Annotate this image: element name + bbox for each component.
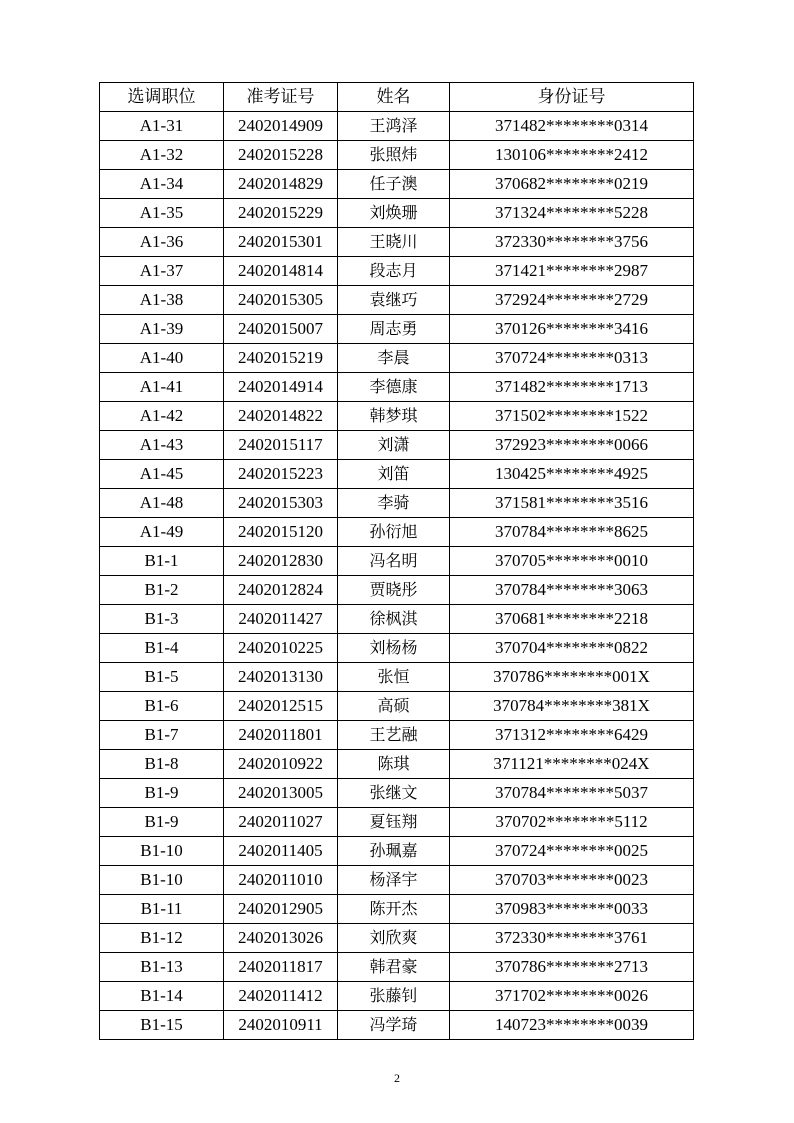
cell-position: B1-13 xyxy=(100,953,224,982)
table-row xyxy=(100,112,694,141)
table-row xyxy=(100,663,694,692)
cell-position: A1-38 xyxy=(100,286,224,315)
cell-position: A1-40 xyxy=(100,344,224,373)
table-row xyxy=(100,895,694,924)
cell-id-number: 370704********0822 xyxy=(450,634,694,663)
header-position: 选调职位 xyxy=(100,83,224,112)
cell-position: B1-9 xyxy=(100,808,224,837)
table-row xyxy=(100,1011,694,1040)
cell-position: A1-32 xyxy=(100,141,224,170)
table-row xyxy=(100,779,694,808)
header-name: 姓名 xyxy=(338,83,450,112)
cell-name: 张继文 xyxy=(338,779,450,808)
cell-id-number: 370681********2218 xyxy=(450,605,694,634)
cell-name: 韩梦琪 xyxy=(338,402,450,431)
cell-name: 刘欣爽 xyxy=(338,924,450,953)
cell-id-number: 130425********4925 xyxy=(450,460,694,489)
table-row xyxy=(100,170,694,199)
cell-position: A1-39 xyxy=(100,315,224,344)
table-row xyxy=(100,576,694,605)
cell-exam-number: 2402015223 xyxy=(224,460,338,489)
cell-name: 冯学琦 xyxy=(338,1011,450,1040)
cell-name: 刘潇 xyxy=(338,431,450,460)
cell-exam-number: 2402014914 xyxy=(224,373,338,402)
cell-position: A1-34 xyxy=(100,170,224,199)
page-number: 2 xyxy=(394,1071,400,1085)
cell-id-number: 370784********5037 xyxy=(450,779,694,808)
cell-name: 张照炜 xyxy=(338,141,450,170)
cell-exam-number: 2402011427 xyxy=(224,605,338,634)
cell-name: 韩君豪 xyxy=(338,953,450,982)
cell-id-number: 370126********3416 xyxy=(450,315,694,344)
cell-name: 李晨 xyxy=(338,344,450,373)
cell-exam-number: 2402015219 xyxy=(224,344,338,373)
cell-exam-number: 2402015007 xyxy=(224,315,338,344)
cell-id-number: 371482********1713 xyxy=(450,373,694,402)
cell-exam-number: 2402013005 xyxy=(224,779,338,808)
cell-position: A1-36 xyxy=(100,228,224,257)
table-row xyxy=(100,141,694,170)
table-row xyxy=(100,837,694,866)
cell-name: 袁继巧 xyxy=(338,286,450,315)
cell-name: 冯名明 xyxy=(338,547,450,576)
cell-name: 孙珮嘉 xyxy=(338,837,450,866)
cell-id-number: 370724********0025 xyxy=(450,837,694,866)
cell-position: A1-35 xyxy=(100,199,224,228)
cell-id-number: 370784********3063 xyxy=(450,576,694,605)
cell-name: 周志勇 xyxy=(338,315,450,344)
table-row xyxy=(100,402,694,431)
cell-exam-number: 2402015301 xyxy=(224,228,338,257)
table-row xyxy=(100,924,694,953)
cell-position: B1-8 xyxy=(100,750,224,779)
cell-name: 杨泽宇 xyxy=(338,866,450,895)
cell-id-number: 370724********0313 xyxy=(450,344,694,373)
cell-exam-number: 2402015305 xyxy=(224,286,338,315)
cell-exam-number: 2402014822 xyxy=(224,402,338,431)
cell-id-number: 370786********2713 xyxy=(450,953,694,982)
cell-name: 李骑 xyxy=(338,489,450,518)
cell-position: B1-11 xyxy=(100,895,224,924)
table-row xyxy=(100,489,694,518)
cell-exam-number: 2402015117 xyxy=(224,431,338,460)
cell-id-number: 371702********0026 xyxy=(450,982,694,1011)
cell-position: B1-3 xyxy=(100,605,224,634)
cell-name: 陈琪 xyxy=(338,750,450,779)
cell-position: B1-10 xyxy=(100,866,224,895)
cell-exam-number: 2402011027 xyxy=(224,808,338,837)
cell-exam-number: 2402011405 xyxy=(224,837,338,866)
cell-name: 张恒 xyxy=(338,663,450,692)
cell-exam-number: 2402011801 xyxy=(224,721,338,750)
cell-exam-number: 2402013130 xyxy=(224,663,338,692)
cell-exam-number: 2402015229 xyxy=(224,199,338,228)
cell-position: B1-7 xyxy=(100,721,224,750)
cell-name: 段志月 xyxy=(338,257,450,286)
header-exam-number: 准考证号 xyxy=(224,83,338,112)
cell-id-number: 370702********5112 xyxy=(450,808,694,837)
cell-name: 刘焕珊 xyxy=(338,199,450,228)
cell-exam-number: 2402014829 xyxy=(224,170,338,199)
cell-exam-number: 2402010225 xyxy=(224,634,338,663)
cell-id-number: 371482********0314 xyxy=(450,112,694,141)
table-body xyxy=(100,112,694,1040)
cell-exam-number: 2402013026 xyxy=(224,924,338,953)
cell-name: 刘笛 xyxy=(338,460,450,489)
cell-exam-number: 2402014909 xyxy=(224,112,338,141)
cell-id-number: 372924********2729 xyxy=(450,286,694,315)
cell-name: 孙衍旭 xyxy=(338,518,450,547)
table-row xyxy=(100,721,694,750)
table-row xyxy=(100,982,694,1011)
cell-id-number: 130106********2412 xyxy=(450,141,694,170)
cell-position: A1-43 xyxy=(100,431,224,460)
cell-id-number: 371324********5228 xyxy=(450,199,694,228)
table-row xyxy=(100,750,694,779)
table-row xyxy=(100,315,694,344)
cell-exam-number: 2402015228 xyxy=(224,141,338,170)
table-row xyxy=(100,692,694,721)
cell-position: B1-5 xyxy=(100,663,224,692)
cell-exam-number: 2402011010 xyxy=(224,866,338,895)
table-row xyxy=(100,344,694,373)
cell-position: B1-1 xyxy=(100,547,224,576)
table-row xyxy=(100,199,694,228)
cell-position: A1-48 xyxy=(100,489,224,518)
cell-exam-number: 2402010922 xyxy=(224,750,338,779)
cell-id-number: 370705********0010 xyxy=(450,547,694,576)
table-row xyxy=(100,431,694,460)
cell-name: 张藤钊 xyxy=(338,982,450,1011)
cell-position: A1-37 xyxy=(100,257,224,286)
cell-name: 贾晓彤 xyxy=(338,576,450,605)
header-id-number: 身份证号 xyxy=(450,83,694,112)
cell-id-number: 370784********381X xyxy=(450,692,694,721)
cell-position: B1-4 xyxy=(100,634,224,663)
cell-id-number: 370983********0033 xyxy=(450,895,694,924)
cell-exam-number: 2402012515 xyxy=(224,692,338,721)
cell-exam-number: 2402012830 xyxy=(224,547,338,576)
cell-id-number: 140723********0039 xyxy=(450,1011,694,1040)
cell-id-number: 371121********024X xyxy=(450,750,694,779)
cell-id-number: 370786********001X xyxy=(450,663,694,692)
table-header xyxy=(100,83,694,112)
cell-name: 王艺融 xyxy=(338,721,450,750)
cell-id-number: 370703********0023 xyxy=(450,866,694,895)
cell-position: B1-9 xyxy=(100,779,224,808)
cell-exam-number: 2402015120 xyxy=(224,518,338,547)
cell-id-number: 370682********0219 xyxy=(450,170,694,199)
table-row xyxy=(100,257,694,286)
table-row xyxy=(100,605,694,634)
cell-position: B1-12 xyxy=(100,924,224,953)
cell-id-number: 370784********8625 xyxy=(450,518,694,547)
cell-id-number: 371421********2987 xyxy=(450,257,694,286)
cell-position: B1-15 xyxy=(100,1011,224,1040)
cell-position: A1-31 xyxy=(100,112,224,141)
cell-exam-number: 2402011412 xyxy=(224,982,338,1011)
table-row xyxy=(100,866,694,895)
cell-name: 任子澳 xyxy=(338,170,450,199)
cell-position: B1-10 xyxy=(100,837,224,866)
header-row xyxy=(100,83,694,112)
cell-id-number: 372330********3756 xyxy=(450,228,694,257)
cell-name: 刘杨杨 xyxy=(338,634,450,663)
table-row xyxy=(100,460,694,489)
table-row xyxy=(100,953,694,982)
cell-id-number: 371312********6429 xyxy=(450,721,694,750)
cell-id-number: 372923********0066 xyxy=(450,431,694,460)
cell-exam-number: 2402010911 xyxy=(224,1011,338,1040)
table-row xyxy=(100,228,694,257)
cell-exam-number: 2402015303 xyxy=(224,489,338,518)
cell-position: A1-45 xyxy=(100,460,224,489)
cell-id-number: 371502********1522 xyxy=(450,402,694,431)
table-row xyxy=(100,634,694,663)
cell-id-number: 372330********3761 xyxy=(450,924,694,953)
cell-name: 王鸿泽 xyxy=(338,112,450,141)
cell-name: 王晓川 xyxy=(338,228,450,257)
table-row xyxy=(100,518,694,547)
cell-name: 李德康 xyxy=(338,373,450,402)
cell-name: 陈开杰 xyxy=(338,895,450,924)
cell-position: B1-6 xyxy=(100,692,224,721)
cell-position: A1-41 xyxy=(100,373,224,402)
cell-exam-number: 2402012905 xyxy=(224,895,338,924)
cell-position: A1-42 xyxy=(100,402,224,431)
cell-exam-number: 2402012824 xyxy=(224,576,338,605)
cell-name: 徐枫淇 xyxy=(338,605,450,634)
table-row xyxy=(100,808,694,837)
cell-name: 夏钰翔 xyxy=(338,808,450,837)
table-row xyxy=(100,373,694,402)
candidate-table xyxy=(99,82,694,1040)
cell-position: B1-2 xyxy=(100,576,224,605)
cell-exam-number: 2402011817 xyxy=(224,953,338,982)
table-row xyxy=(100,286,694,315)
table-row xyxy=(100,547,694,576)
cell-position: B1-14 xyxy=(100,982,224,1011)
cell-position: A1-49 xyxy=(100,518,224,547)
cell-exam-number: 2402014814 xyxy=(224,257,338,286)
cell-id-number: 371581********3516 xyxy=(450,489,694,518)
cell-name: 高硕 xyxy=(338,692,450,721)
